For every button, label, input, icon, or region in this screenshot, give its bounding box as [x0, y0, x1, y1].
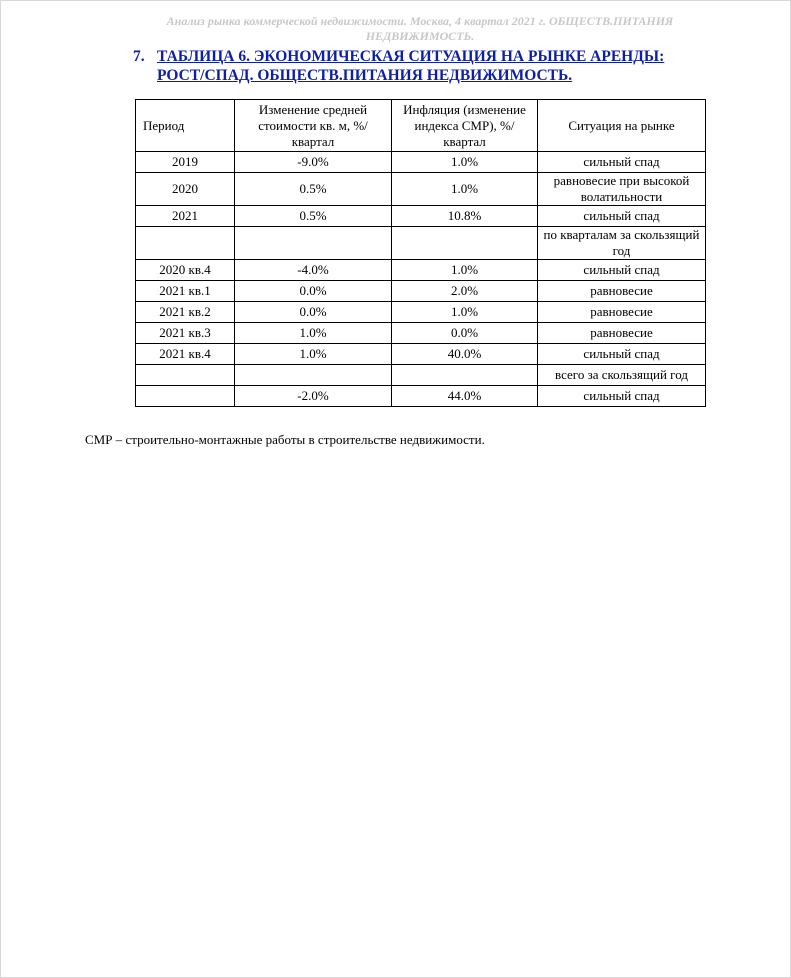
- running-header: [120, 14, 720, 44]
- table-subheader-row: [136, 365, 706, 386]
- cell-inflation: 0.0%: [392, 323, 538, 344]
- table-row: [136, 344, 706, 365]
- cell-situation: по кварталам за скользящий год: [538, 227, 706, 260]
- cell-inflation: [392, 227, 538, 260]
- cell-price-change: 0.5%: [235, 206, 392, 227]
- running-header-line-1: Анализ рынка коммерческой недвижимости. Москва, 4 квартал 2021 г. ОБЩЕСТВ.ПИТАНИЯ: [166, 14, 674, 28]
- cell-period: [136, 386, 235, 407]
- table-row: [136, 302, 706, 323]
- table-row: [136, 152, 706, 173]
- cell-price-change: -2.0%: [235, 386, 392, 407]
- table-header-row: [136, 100, 706, 152]
- cell-situation: равновесие: [538, 323, 706, 344]
- table-row: [136, 323, 706, 344]
- cell-inflation: 10.8%: [392, 206, 538, 227]
- market-situation-table: [135, 99, 706, 407]
- cell-inflation: 1.0%: [392, 173, 538, 206]
- table-row: [136, 281, 706, 302]
- table-row: [136, 206, 706, 227]
- cell-period: 2021: [136, 206, 235, 227]
- header-period: Период: [136, 100, 235, 152]
- cell-price-change: 1.0%: [235, 344, 392, 365]
- cell-situation: сильный спад: [538, 206, 706, 227]
- table-row: [136, 260, 706, 281]
- cell-period: 2021 кв.2: [136, 302, 235, 323]
- header-inflation: Инфляция (изменение индекса СМР), %/ квартал: [392, 100, 538, 152]
- cell-inflation: 44.0%: [392, 386, 538, 407]
- cell-price-change: [235, 227, 392, 260]
- cell-price-change: [235, 365, 392, 386]
- section-title[interactable]: [157, 47, 717, 85]
- running-header-line-2: НЕДВИЖИМОСТЬ.: [365, 29, 475, 43]
- cell-situation: сильный спад: [538, 386, 706, 407]
- cell-inflation: [392, 365, 538, 386]
- cell-price-change: -9.0%: [235, 152, 392, 173]
- cell-price-change: -4.0%: [235, 260, 392, 281]
- cell-situation: сильный спад: [538, 260, 706, 281]
- cell-price-change: 0.0%: [235, 281, 392, 302]
- header-market-situation: Ситуация на рынке: [538, 100, 706, 152]
- cell-period: 2019: [136, 152, 235, 173]
- table-subheader-row: [136, 227, 706, 260]
- cell-period: 2020 кв.4: [136, 260, 235, 281]
- cell-inflation: 1.0%: [392, 260, 538, 281]
- cell-situation: равновесие: [538, 281, 706, 302]
- cell-situation: равновесие при высокой волатильности: [538, 173, 706, 206]
- cell-period: 2021 кв.4: [136, 344, 235, 365]
- footnote: СМР – строительно-монтажные работы в строительстве недвижимости.: [85, 432, 485, 447]
- cell-inflation: 1.0%: [392, 152, 538, 173]
- section-title-line-1: ТАБЛИЦА 6. ЭКОНОМИЧЕСКАЯ СИТУАЦИЯ НА РЫНКЕ АРЕНДЫ:: [157, 48, 665, 65]
- cell-inflation: 40.0%: [392, 344, 538, 365]
- cell-period: 2020: [136, 173, 235, 206]
- cell-period: 2021 кв.1: [136, 281, 235, 302]
- cell-situation: сильный спад: [538, 344, 706, 365]
- cell-price-change: 0.5%: [235, 173, 392, 206]
- cell-situation: всего за скользящий год: [538, 365, 706, 386]
- header-price-change: Изменение средней стоимости кв. м, %/ квартал: [235, 100, 392, 152]
- cell-inflation: 1.0%: [392, 302, 538, 323]
- cell-period: [136, 365, 235, 386]
- cell-period: [136, 227, 235, 260]
- cell-situation: сильный спад: [538, 152, 706, 173]
- cell-situation: равновесие: [538, 302, 706, 323]
- table-row: [136, 173, 706, 206]
- cell-period: 2021 кв.3: [136, 323, 235, 344]
- section-title-line-2: РОСТ/СПАД. ОБЩЕСТВ.ПИТАНИЯ НЕДВИЖИМОСТЬ.: [157, 67, 573, 84]
- section-number: 7.: [133, 48, 145, 65]
- table-row: [136, 386, 706, 407]
- cell-price-change: 1.0%: [235, 323, 392, 344]
- cell-price-change: 0.0%: [235, 302, 392, 323]
- cell-inflation: 2.0%: [392, 281, 538, 302]
